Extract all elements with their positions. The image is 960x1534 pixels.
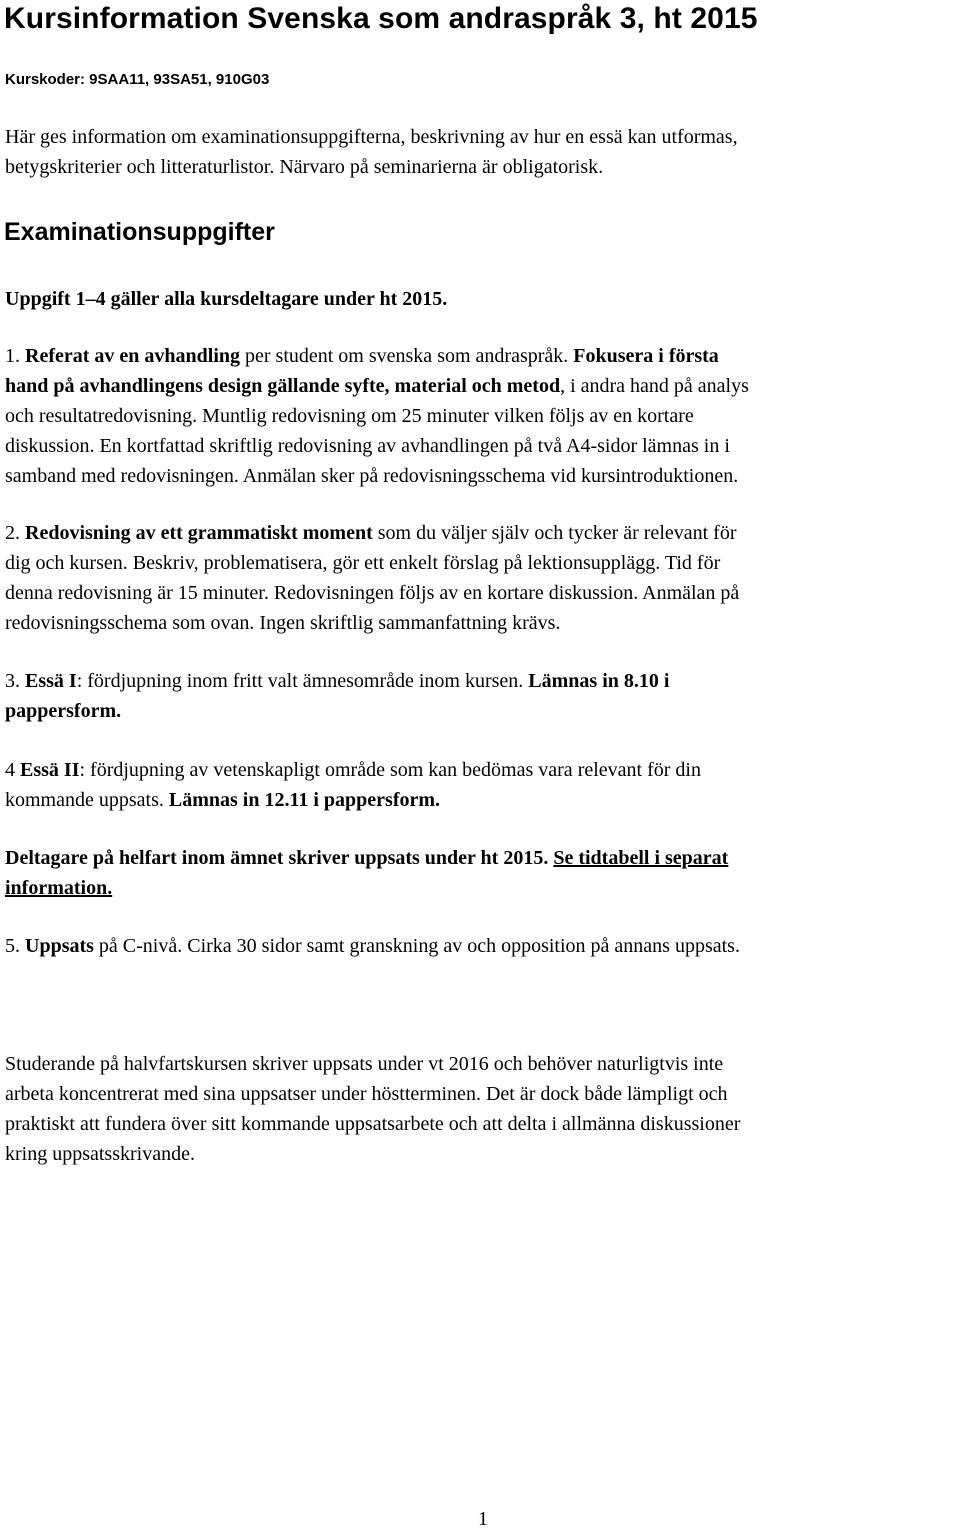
halftime-line: Studerande på halvfartskursen skriver uppsats under vt 2016 och behöver naturligtvis inte	[5, 1053, 724, 1075]
task-3-text: : fördjupning inom fritt valt ämnesområde inom kursen.	[76, 670, 529, 692]
task-5-title: Uppsats	[25, 935, 94, 957]
task-1-line: diskussion. En kortfattad skriftlig redovisning av avhandlingen på två A4-sidor lämnas in i	[5, 435, 730, 457]
task-1-title: Referat av en avhandling	[25, 345, 240, 367]
task-number: 2.	[5, 522, 25, 544]
section-heading: Examinationsuppgifter	[4, 218, 275, 246]
task-4-deadline: Lämnas in 12.11 i pappersform.	[168, 789, 441, 811]
task-5-text: på C-nivå. Cirka 30 sidor samt granskning av och opposition på annans uppsats.	[93, 935, 740, 957]
task-2-paragraph	[5, 518, 957, 638]
timetable-reference: information.	[5, 877, 113, 899]
task-number: 4	[5, 759, 20, 781]
task-3-line	[5, 666, 957, 696]
task-4-line	[5, 785, 957, 815]
task-1-paragraph	[5, 341, 957, 491]
fulltime-text: Deltagare på helfart inom ämnet skriver uppsats under ht 2015.	[5, 847, 554, 869]
task-3-deadline: pappersform.	[5, 700, 122, 722]
task-5-line	[5, 931, 957, 961]
halftime-line: praktiskt att fundera över sitt kommande uppsatsarbete och att delta i allmänna diskussioner	[5, 1113, 741, 1135]
task-1-emphasis: Fokusera i första	[573, 345, 719, 367]
course-codes: Kurskoder: 9SAA11, 93SA51, 910G03	[5, 71, 270, 88]
task-4-text: : fördjupning av vetenskapligt område som kan bedömas vara relevant för din	[79, 759, 701, 781]
halftime-line: kring uppsatsskrivande.	[5, 1143, 195, 1165]
intro-line: betygskriterier och litteraturlistor. Närvaro på seminarierna är obligatorisk.	[5, 156, 604, 178]
task-2-line: redovisningsschema som ovan. Ingen skriftlig sammanfattning krävs.	[5, 612, 561, 634]
halftime-paragraph	[5, 1049, 957, 1169]
task-3-paragraph	[5, 666, 957, 726]
task-4-title: Essä II	[20, 759, 80, 781]
task-1-text: , i andra hand på analys	[560, 375, 749, 397]
halftime-line: arbeta koncentrerat med sina uppsatser under höstterminen. Det är dock både lämpligt och	[5, 1083, 728, 1105]
task-2-line	[5, 518, 957, 548]
task-4-text: kommande uppsats.	[5, 789, 169, 811]
task-2-line: dig och kursen. Beskriv, problematisera, gör ett enkelt förslag på lektionsupplägg. Tid för	[5, 552, 721, 574]
task-1-text: per student om svenska som andraspråk.	[240, 345, 574, 367]
task-3-deadline: Lämnas in 8.10 i	[528, 670, 670, 692]
task-2-title: Redovisning av ett grammatiskt moment	[25, 522, 373, 544]
task-2-line: denna redovisning är 15 minuter. Redovisningen följs av en kortare diskussion. Anmälan på	[5, 582, 740, 604]
task-1-line	[5, 371, 957, 401]
document-title: Kursinformation Svenska som andraspråk 3, ht 2015	[4, 2, 758, 35]
task-3-title: Essä I	[25, 670, 77, 692]
fulltime-paragraph	[5, 843, 957, 903]
task-4-paragraph	[5, 755, 957, 815]
task-1-line: samband med redovisningen. Anmälan sker på redovisningsschema vid kursintroduktionen.	[5, 465, 739, 487]
task-2-text: som du väljer själv och tycker är relevant för	[372, 522, 737, 544]
intro-paragraph	[5, 122, 957, 182]
fulltime-line	[5, 843, 957, 873]
task-number: 1.	[5, 345, 25, 367]
task-1-emphasis: hand på avhandlingens design gällande syfte, material och metod	[5, 375, 561, 397]
task-4-line	[5, 755, 957, 785]
scope-line: Uppgift 1–4 gäller alla kursdeltagare under ht 2015.	[5, 288, 448, 310]
timetable-reference: Se tidtabell i separat	[553, 847, 729, 869]
intro-line: Här ges information om examinationsuppgifterna, beskrivning av hur en essä kan utformas,	[5, 126, 738, 148]
fulltime-line	[5, 873, 957, 903]
task-1-line: och resultatredovisning. Muntlig redovisning om 25 minuter vilken följs av en kortare	[5, 405, 694, 427]
page-number: 1	[478, 1508, 488, 1530]
task-1-line	[5, 341, 957, 371]
task-number: 5.	[5, 935, 25, 957]
task-3-line	[5, 696, 957, 726]
task-number: 3.	[5, 670, 25, 692]
task-5-paragraph	[5, 931, 957, 961]
